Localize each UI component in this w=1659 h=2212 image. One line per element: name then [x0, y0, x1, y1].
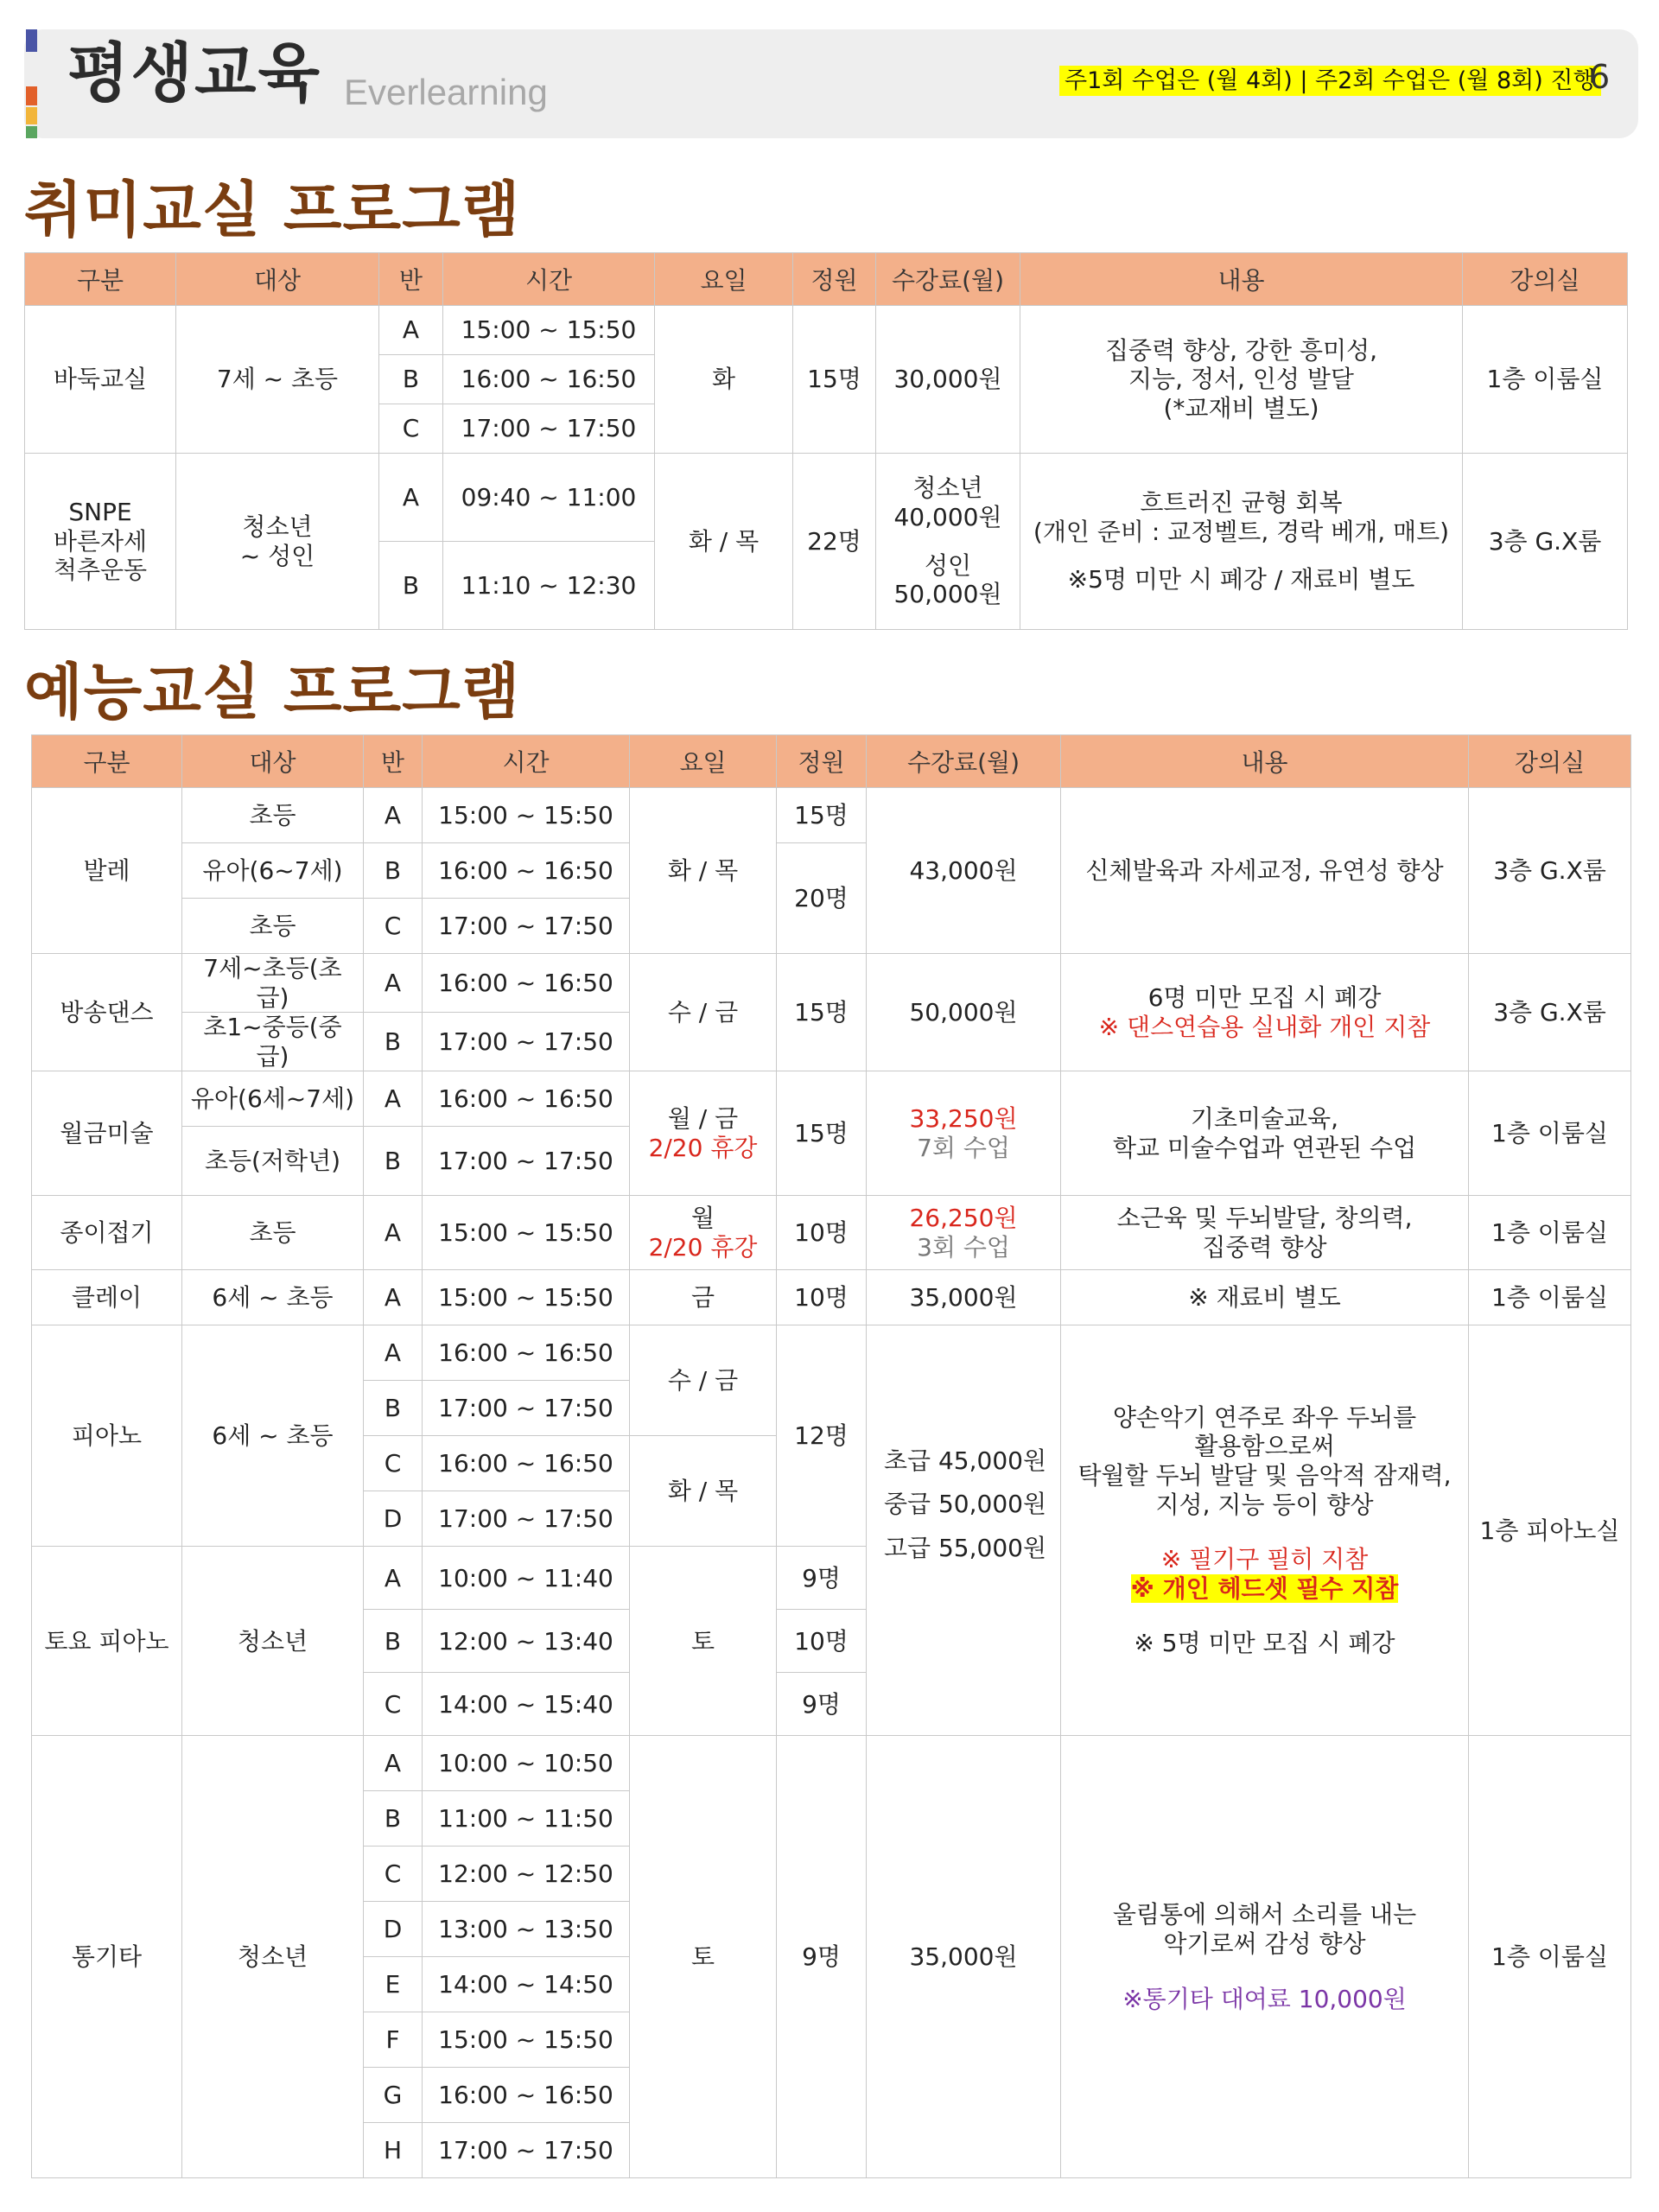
- column-header: 강의실: [1469, 735, 1631, 788]
- class-time: 15:00 ~ 15:50: [423, 2012, 630, 2068]
- class-frequency-notice: 주1회 수업은 (월 4회) | 주2회 수업은 (월 8회) 진행: [1059, 66, 1601, 96]
- session-count: 7회 수업: [917, 1133, 1010, 1162]
- class-time: 16:00 ~ 16:50: [423, 1436, 630, 1491]
- target: 유아(6세~7세): [182, 1071, 364, 1127]
- class-time: 15:00 ~ 15:50: [423, 788, 630, 843]
- capacity: 9명: [777, 1547, 867, 1610]
- fee-line: 성인: [924, 550, 972, 580]
- content-line: 6명 미만 모집 시 폐강: [1147, 983, 1382, 1013]
- column-header: 내용: [1020, 253, 1463, 306]
- target: 초1~중등(중급): [182, 1013, 364, 1071]
- fee: [867, 1071, 1061, 1196]
- class-time: 17:00 ~ 17:50: [423, 899, 630, 954]
- class-label: C: [379, 404, 443, 454]
- content-line: 지성, 지능 등이 향상: [1155, 1490, 1374, 1519]
- name-line: 바른자세: [53, 526, 148, 556]
- table-header-row: [25, 253, 1628, 306]
- class-time: 16:00 ~ 16:50: [423, 1071, 630, 1127]
- class-time: 15:00 ~ 15:50: [423, 1196, 630, 1270]
- class-time: 16:00 ~ 16:50: [443, 355, 655, 404]
- class-time: 14:00 ~ 15:40: [423, 1673, 630, 1736]
- class-time: 14:00 ~ 14:50: [423, 1957, 630, 2012]
- table-row: [32, 1325, 1631, 1381]
- program-name: 통기타: [32, 1736, 182, 2178]
- table-row: [32, 954, 1631, 1013]
- class-time: 16:00 ~ 16:50: [423, 954, 630, 1013]
- capacity: 10명: [777, 1270, 867, 1325]
- target: 유아(6~7세): [182, 843, 364, 899]
- fee-line: 중급 50,000원: [884, 1490, 1047, 1519]
- class-time: 16:00 ~ 16:50: [423, 1325, 630, 1381]
- class-label: B: [364, 1791, 423, 1847]
- class-label: B: [364, 843, 423, 899]
- class-label: A: [364, 1325, 423, 1381]
- class-time: 12:00 ~ 12:50: [423, 1847, 630, 1902]
- class-label: A: [364, 1736, 423, 1791]
- class-label: C: [364, 1436, 423, 1491]
- class-time: 17:00 ~ 17:50: [423, 1013, 630, 1071]
- content: [1061, 954, 1469, 1071]
- session-count: 3회 수업: [917, 1232, 1010, 1262]
- program-name: 클레이: [32, 1270, 182, 1325]
- class-label: A: [379, 306, 443, 355]
- class-label: A: [364, 1196, 423, 1270]
- class-label: B: [364, 1013, 423, 1071]
- room: 3층 G.X룸: [1469, 788, 1631, 954]
- class-label: B: [379, 542, 443, 630]
- fee: 35,000원: [867, 1270, 1061, 1325]
- program-name: [25, 454, 176, 630]
- day: 화: [655, 306, 793, 454]
- class-time: 15:00 ~ 15:50: [423, 1270, 630, 1325]
- fee: 30,000원: [876, 306, 1020, 454]
- page-number: 6: [1589, 58, 1611, 96]
- capacity: 22명: [793, 454, 876, 630]
- content-note: ※ 댄스연습용 실내화 개인 지참: [1098, 1012, 1431, 1041]
- program-name: 토요 피아노: [32, 1547, 182, 1736]
- table-row: [32, 1270, 1631, 1325]
- class-label: A: [364, 1270, 423, 1325]
- content-line: 흐트러진 균형 회복: [1140, 488, 1343, 518]
- content: [1061, 1071, 1469, 1196]
- fee-line: 초급 45,000원: [884, 1446, 1047, 1475]
- column-header: 정원: [777, 735, 867, 788]
- class-label: C: [364, 899, 423, 954]
- fee: [867, 1325, 1061, 1736]
- program-name: 종이접기: [32, 1196, 182, 1270]
- day: 토: [630, 1736, 777, 2178]
- column-header: 강의실: [1463, 253, 1628, 306]
- target: 청소년: [182, 1736, 364, 2178]
- day: 수 / 금: [630, 954, 777, 1071]
- name-line: 척추운동: [53, 556, 148, 585]
- content-line: 양손악기 연주로 좌우 두뇌를: [1112, 1402, 1417, 1432]
- target: 초등: [182, 899, 364, 954]
- content: [1020, 454, 1463, 630]
- class-label: B: [364, 1381, 423, 1436]
- class-time: 17:00 ~ 17:50: [423, 1127, 630, 1196]
- class-label: D: [364, 1902, 423, 1957]
- content: [1020, 306, 1463, 454]
- arts-program-table: [31, 734, 1631, 2178]
- fee-amount: 33,250원: [909, 1104, 1018, 1134]
- content-line: 울림통에 의해서 소리를 내는: [1112, 1900, 1417, 1929]
- content-note: ※통기타 대여료 10,000원: [1122, 1984, 1407, 2013]
- target: 초등(저학년): [182, 1127, 364, 1196]
- capacity: 15명: [793, 306, 876, 454]
- content: 신체발육과 자세교정, 유연성 향상: [1061, 788, 1469, 954]
- hobby-section-title: 취미교실 프로그램: [24, 175, 521, 245]
- target-line: ~ 성인: [239, 541, 315, 570]
- class-time: 11:10 ~ 12:30: [443, 542, 655, 630]
- class-label: D: [364, 1491, 423, 1547]
- table-row: [32, 1071, 1631, 1127]
- class-label: H: [364, 2123, 423, 2178]
- column-header: 구분: [32, 735, 182, 788]
- class-label: A: [364, 954, 423, 1013]
- program-name: 바둑교실: [25, 306, 176, 454]
- arts-section-title: 예능교실 프로그램: [24, 657, 521, 728]
- column-header: 대상: [182, 735, 364, 788]
- room: 1층 이룸실: [1469, 1071, 1631, 1196]
- content: ※ 재료비 별도: [1061, 1270, 1469, 1325]
- accent-bar: [26, 107, 37, 124]
- day: 화 / 목: [655, 454, 793, 630]
- fee-line: 40,000원: [893, 502, 1002, 531]
- brand-subtitle: Everlearning: [344, 72, 548, 112]
- class-time: 16:00 ~ 16:50: [423, 843, 630, 899]
- fee: [876, 454, 1020, 630]
- accent-bar: [26, 86, 37, 105]
- table-header-row: [32, 735, 1631, 788]
- class-time: 10:00 ~ 10:50: [423, 1736, 630, 1791]
- class-label: B: [379, 355, 443, 404]
- content-line: 소근육 및 두뇌발달, 창의력,: [1116, 1204, 1413, 1233]
- capacity: 9명: [777, 1673, 867, 1736]
- column-header: 시간: [423, 735, 630, 788]
- content-line: ※5명 미만 시 폐강 / 재료비 별도: [1067, 565, 1415, 594]
- day: [630, 1196, 777, 1270]
- target: 초등: [182, 1196, 364, 1270]
- content-line: 학교 미술수업과 연관된 수업: [1112, 1133, 1417, 1162]
- program-name: 피아노: [32, 1325, 182, 1547]
- program-name: 월금미술: [32, 1071, 182, 1196]
- content-line: 지능, 정서, 인성 발달: [1128, 365, 1354, 394]
- room: 1층 이룸실: [1469, 1270, 1631, 1325]
- content: [1061, 1736, 1469, 2178]
- day-line: 월 / 금: [667, 1104, 739, 1134]
- room: 3층 G.X룸: [1469, 954, 1631, 1071]
- class-label: A: [364, 788, 423, 843]
- target-line: 청소년: [242, 512, 313, 541]
- content: [1061, 1196, 1469, 1270]
- room: 1층 이룸실: [1463, 306, 1628, 454]
- column-header: 수강료(월): [876, 253, 1020, 306]
- capacity: 9명: [777, 1736, 867, 2178]
- class-label: A: [379, 454, 443, 542]
- target: 7세 ~ 초등: [176, 306, 379, 454]
- room: 1층 피아노실: [1469, 1325, 1631, 1736]
- fee: [867, 1196, 1061, 1270]
- content-line: 악기로써 감성 향상: [1163, 1929, 1366, 1959]
- content-note: ※ 필기구 필히 지참: [1160, 1545, 1369, 1574]
- fee-line: 청소년: [912, 474, 983, 503]
- day: 토: [630, 1547, 777, 1736]
- class-time: 17:00 ~ 17:50: [423, 2123, 630, 2178]
- fee-line: 50,000원: [893, 580, 1002, 609]
- table-row: [32, 788, 1631, 843]
- column-header: 수강료(월): [867, 735, 1061, 788]
- class-label: F: [364, 2012, 423, 2068]
- room: 1층 이룸실: [1469, 1736, 1631, 2178]
- hobby-program-table: [24, 252, 1628, 630]
- column-header: 내용: [1061, 735, 1469, 788]
- class-label: A: [364, 1547, 423, 1610]
- day: [630, 1071, 777, 1196]
- table-row: [32, 1736, 1631, 1791]
- holiday-note: 2/20 휴강: [648, 1133, 758, 1162]
- target: 6세 ~ 초등: [182, 1270, 364, 1325]
- content-note-highlight: ※ 개인 헤드셋 필수 지참: [1130, 1573, 1399, 1603]
- content-line: 집중력 향상, 강한 흥미성,: [1105, 335, 1377, 365]
- class-time: 16:00 ~ 16:50: [423, 2068, 630, 2123]
- class-time: 12:00 ~ 13:40: [423, 1610, 630, 1673]
- content-line: 탁월할 두뇌 발달 및 음악적 잠재력,: [1077, 1460, 1452, 1490]
- class-time: 09:40 ~ 11:00: [443, 454, 655, 542]
- content-line: 활용함으로써: [1194, 1432, 1335, 1461]
- day: 화 / 목: [630, 1436, 777, 1547]
- class-label: E: [364, 1957, 423, 2012]
- target: [176, 454, 379, 630]
- target: 7세~초등(초급): [182, 954, 364, 1013]
- target: 6세 ~ 초등: [182, 1325, 364, 1547]
- fee: 43,000원: [867, 788, 1061, 954]
- class-time: 17:00 ~ 17:50: [423, 1491, 630, 1547]
- class-time: 15:00 ~ 15:50: [443, 306, 655, 355]
- class-label: B: [364, 1127, 423, 1196]
- accent-bar: [26, 126, 37, 138]
- column-header: 정원: [793, 253, 876, 306]
- column-header: 구분: [25, 253, 176, 306]
- holiday-note: 2/20 휴강: [648, 1232, 758, 1262]
- class-time: 11:00 ~ 11:50: [423, 1791, 630, 1847]
- target: 청소년: [182, 1547, 364, 1736]
- target: 초등: [182, 788, 364, 843]
- room: 1층 이룸실: [1469, 1196, 1631, 1270]
- name-line: SNPE: [68, 498, 132, 527]
- content-line: (*교재비 별도): [1163, 393, 1319, 423]
- column-header: 요일: [655, 253, 793, 306]
- content-line: (개인 준비 : 교정벨트, 경락 베개, 매트): [1033, 517, 1450, 546]
- class-label: C: [364, 1673, 423, 1736]
- table-row: [32, 1196, 1631, 1270]
- class-time: 10:00 ~ 11:40: [423, 1547, 630, 1610]
- class-time: 17:00 ~ 17:50: [443, 404, 655, 454]
- column-header: 요일: [630, 735, 777, 788]
- program-name: 발레: [32, 788, 182, 954]
- column-header: 시간: [443, 253, 655, 306]
- capacity: 15명: [777, 954, 867, 1071]
- class-time: 17:00 ~ 17:50: [423, 1381, 630, 1436]
- brand-title: 평생교육: [67, 36, 321, 111]
- fee-line: 고급 55,000원: [884, 1533, 1047, 1562]
- class-label: B: [364, 1610, 423, 1673]
- column-header: 반: [379, 253, 443, 306]
- day: 금: [630, 1270, 777, 1325]
- content-line: ※ 5명 미만 모집 시 폐강: [1134, 1629, 1395, 1658]
- content: [1061, 1325, 1469, 1736]
- content-line: 집중력 향상: [1202, 1232, 1327, 1262]
- program-name: 방송댄스: [32, 954, 182, 1071]
- column-header: 대상: [176, 253, 379, 306]
- content-line: 기초미술교육,: [1190, 1104, 1339, 1134]
- class-label: G: [364, 2068, 423, 2123]
- capacity: 10명: [777, 1610, 867, 1673]
- column-header: 반: [364, 735, 423, 788]
- room: 3층 G.X룸: [1463, 454, 1628, 630]
- class-label: A: [364, 1071, 423, 1127]
- table-row: [25, 454, 1628, 542]
- class-label: C: [364, 1847, 423, 1902]
- capacity: 15명: [777, 788, 867, 843]
- capacity: 10명: [777, 1196, 867, 1270]
- fee-amount: 26,250원: [909, 1204, 1018, 1233]
- fee: 50,000원: [867, 954, 1061, 1071]
- capacity: 20명: [777, 843, 867, 954]
- capacity: 12명: [777, 1325, 867, 1547]
- day: 수 / 금: [630, 1325, 777, 1436]
- class-time: 13:00 ~ 13:50: [423, 1902, 630, 1957]
- accent-bar: [26, 29, 37, 52]
- table-row: [25, 306, 1628, 355]
- day: 화 / 목: [630, 788, 777, 954]
- day-line: 월: [690, 1204, 715, 1233]
- capacity: 15명: [777, 1071, 867, 1196]
- fee: 35,000원: [867, 1736, 1061, 2178]
